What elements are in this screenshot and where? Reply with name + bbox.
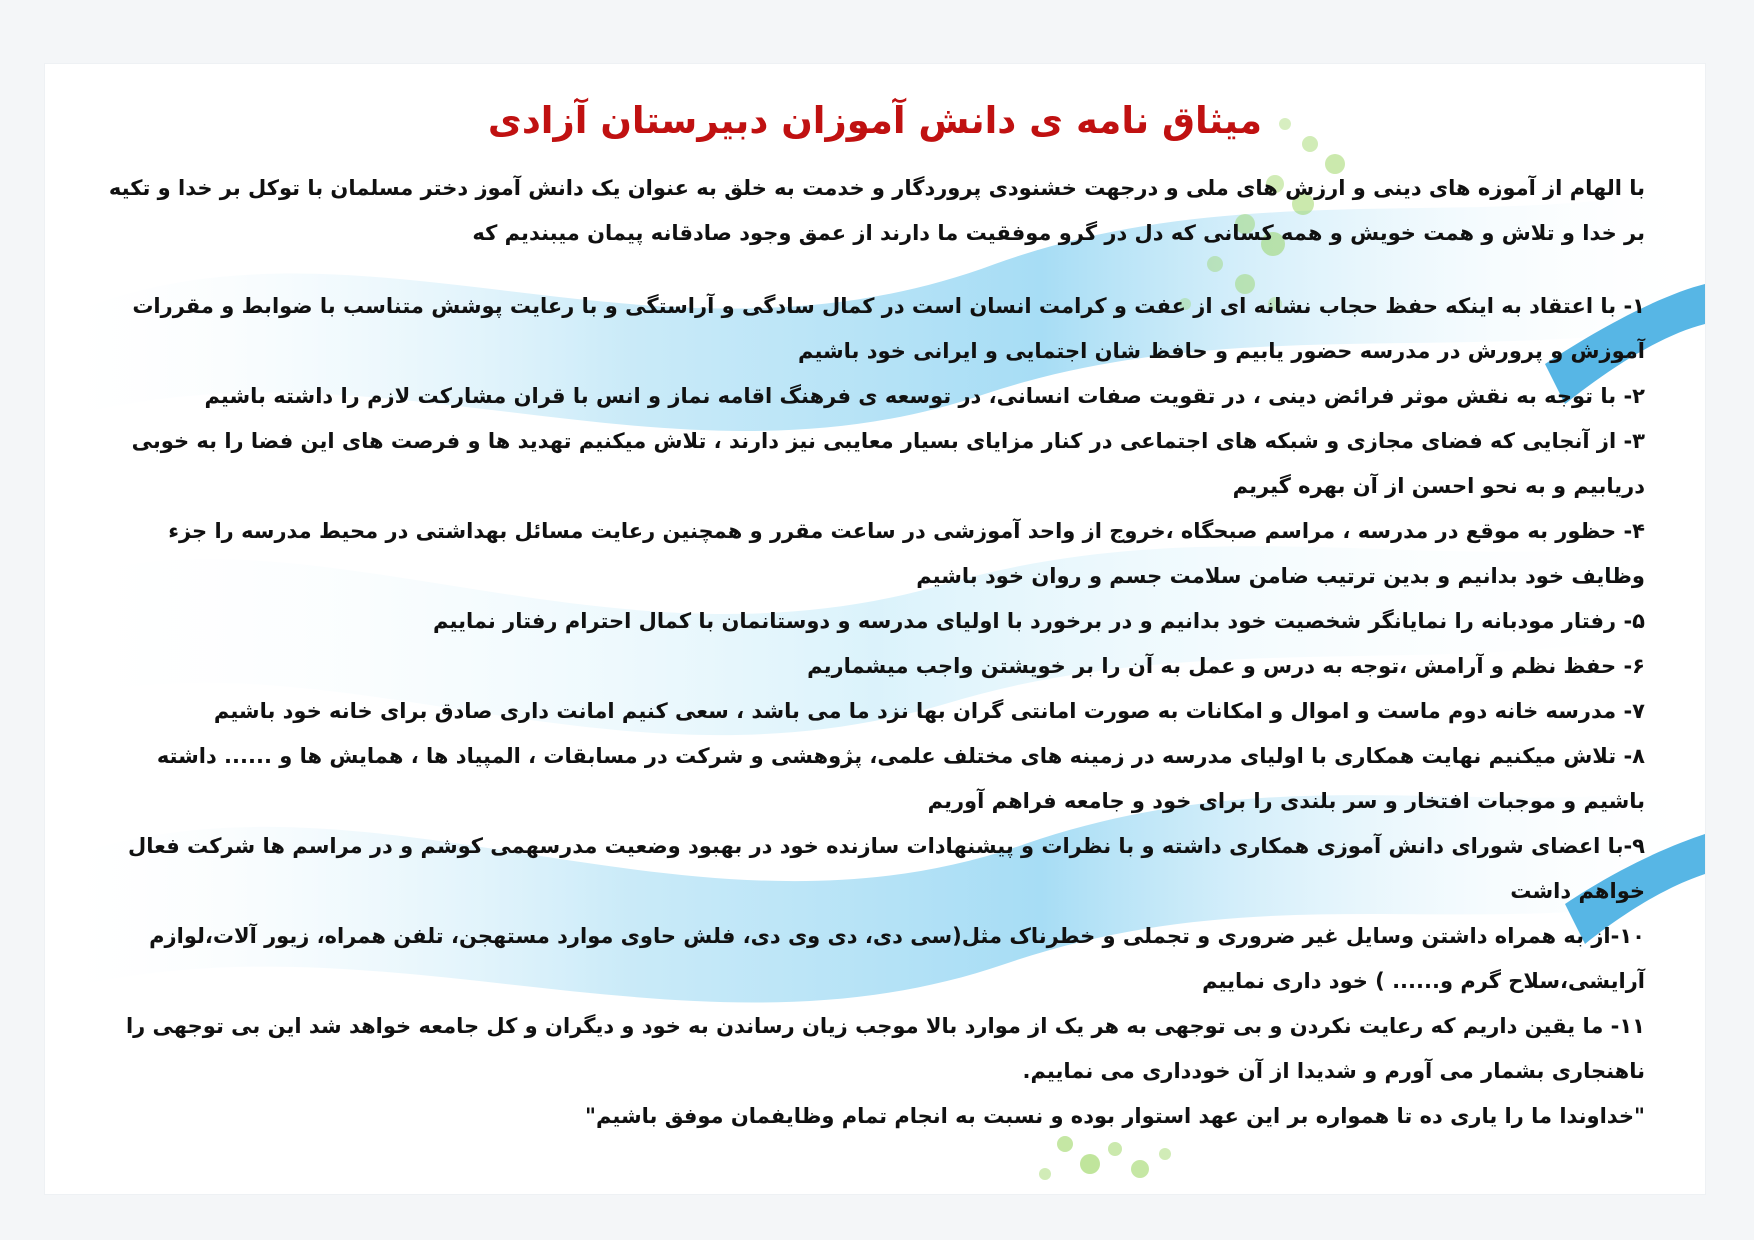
list-item: ۷- مدرسه خانه دوم ماست و اموال و امکانات به صورت امانتی گران بها نزد ما می باشد ، سعی کنیم امانت داری صادق برای خانه خود باشیم xyxy=(213,699,1645,723)
list-item: ۸- تلاش میکنیم نهایت همکاری با اولیای مدرسه در زمینه های مختلف علمی، پژوهشی و شرکت در مسابقات ، المپیاد ها ، همایش ها و ...... داشته باشیم و موجبات افتخار و سر بلندی را برای خود و جامعه فراهم آوریم xyxy=(156,744,1645,813)
list-item: ۱۱- ما یقین داریم که رعایت نکردن و بی توجهی به هر یک از موارد بالا موجب زیان رساندن به خود و دیگران و کل جامعه خواهد شد این بی توجهی را ناهنجاری بشمار می آورم و شدیدا از آن خودداری می نماییم. xyxy=(125,1014,1645,1083)
charter-list xyxy=(105,284,1645,1094)
closing-prayer: "خداوندا ما را یاری ده تا همواره بر این عهد استوار بوده و نسبت به انجام تمام وظایفمان موفق باشیم" xyxy=(585,1104,1645,1128)
list-item: ۱۰-از به همراه داشتن وسایل غیر ضروری و تجملی و خطرناک مثل(سی دی، دی وی دی، فلش حاوی موارد مستهجن، تلفن همراه، زیور آلات،لوازم آرایشی،سلاح گرم و...... ) خود داری نماییم xyxy=(149,924,1645,993)
list-item: ۲- با توجه به نقش موثر فرائض دینی ، در تقویت صفات انسانی، در توسعه ی فرهنگ اقامه نماز و انس با قران مشارکت لازم را داشته باشیم xyxy=(204,384,1645,408)
list-item: ۶- حفظ نظم و آرامش ،توجه به درس و عمل به آن را بر خویشتن واجب میشماریم xyxy=(807,654,1645,678)
list-item: ۳- از آنجایی که فضای مجازی و شبکه های اجتماعی در کنار مزایای بسیار معایبی نیز دارند ، تلاش میکنیم تهدید ها و فرصت های این فضا را به خوبی دریابیم و به نحو احسن از آن بهره گیریم xyxy=(131,429,1645,498)
list-item: ۱- با اعتقاد به اینکه حفظ حجاب نشانه ای از عفت و کرامت انسان است در کمال سادگی و آراستگی و با رعایت پوشش متناسب با ضوابط و مقررات آموزش و پرورش در مدرسه حضور یابیم و حافظ شان اجتمایی و ایرانی خود باشیم xyxy=(132,294,1645,363)
list-item: ۹-با اعضای شورای دانش آموزی همکاری داشته و با نظرات و پیشنهادات سازنده خود در بهبود وضعیت مدرسهمی کوشم و در مراسم ها شرکت فعال خواهم داشت xyxy=(128,834,1645,903)
page-title: میثاق نامه ی دانش آموزان دبیرستان آزادی xyxy=(487,99,1263,142)
charter-content xyxy=(105,82,1645,1139)
list-item: ۴- حظور به موقع در مدرسه ، مراسم صبحگاه ،خروج از واحد آموزشی در ساعت مقرر و همچنین رعایت مسائل بهداشتی در محیط مدرسه را جزء وظایف خود بدانیم و بدین ترتیب ضامن سلامت جسم و روان خود باشیم xyxy=(168,519,1645,588)
list-item: ۵- رفتار مودبانه را نمایانگر شخصیت خود بدانیم و در برخورد با اولیای مدرسه و دوستانمان با کمال احترام رفتار نماییم xyxy=(433,609,1645,633)
document-page xyxy=(45,64,1705,1194)
intro-paragraph: با الهام از آموزه های دینی و ارزش های ملی و درجهت خشنودی پروردگار و خدمت به خلق به عنوان یک دانش آموز دختر مسلمان با توکل بر خدا و تکیه بر خدا و تلاش و همت خویش و همه کسانی که دل در گرو موفقیت ما دارند از عمق وجود صادقانه پیمان میبندیم که xyxy=(108,176,1645,245)
